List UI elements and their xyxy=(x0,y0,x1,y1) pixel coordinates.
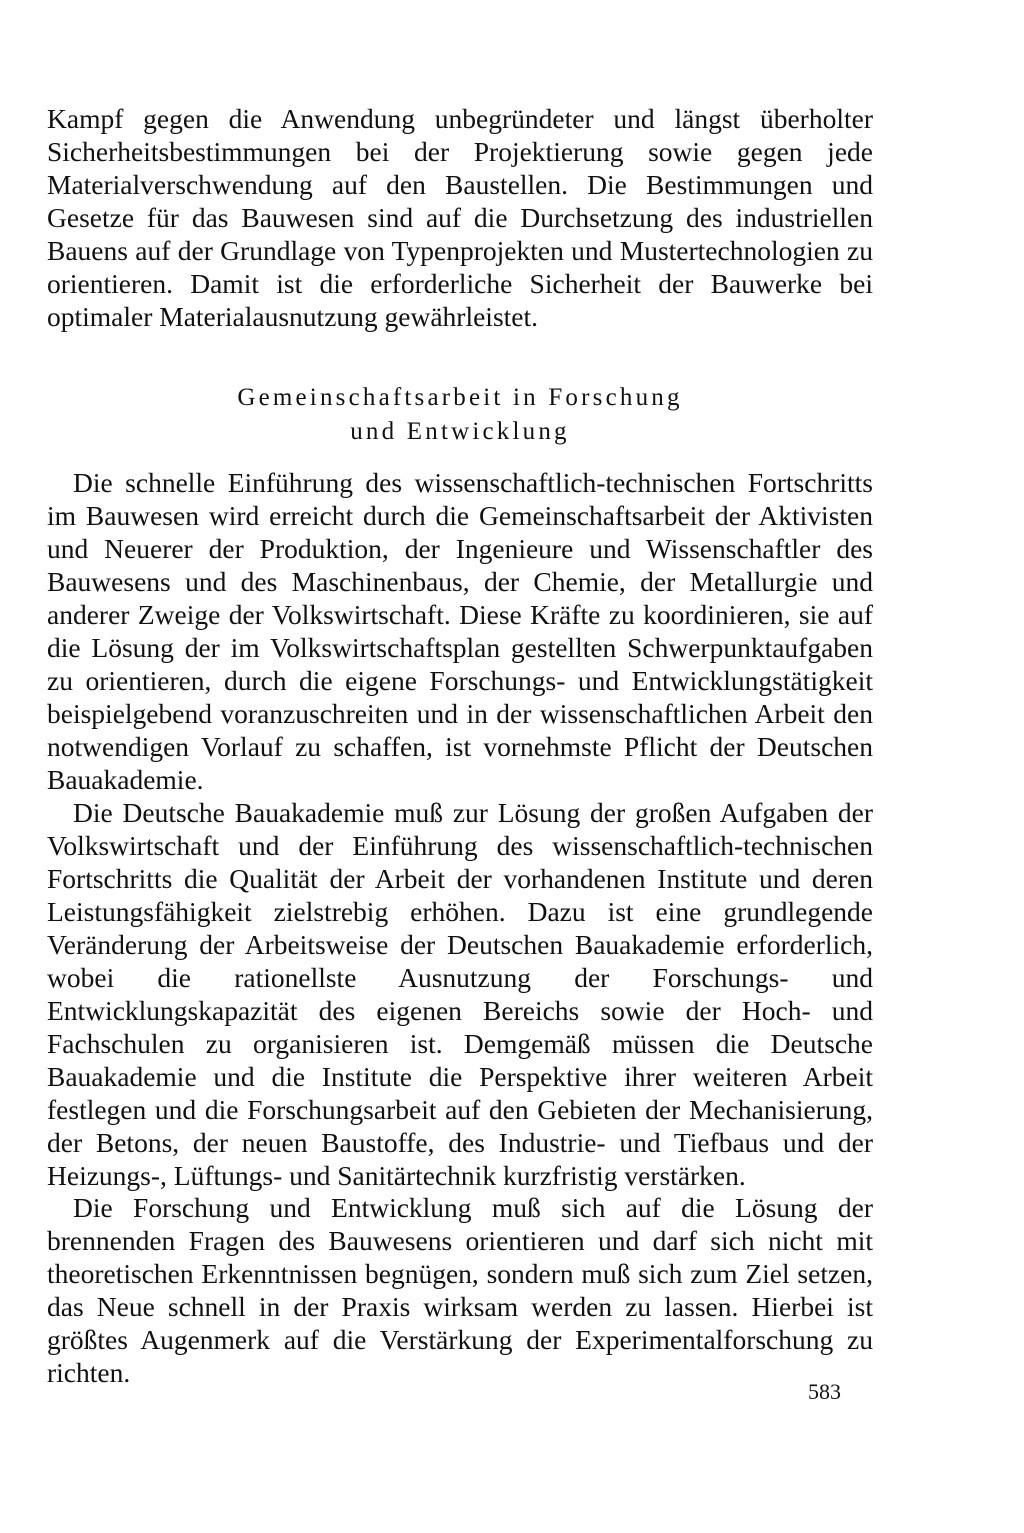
paragraph-bauakademie-tasks: Die Deutsche Bauakademie muß zur Lösung der großen Aufgaben der Volkswirtschaft und der Einführung des wissenschaftlich-technischen Fortschritts die Qualität der Arbeit der vorhandenen Institute und deren Leistungsfähigkeit zielstrebig erhöhen. Dazu ist eine grundlegende Veränderung der Arbeitsweise der Deutschen Bauakademie erforderlich, wobei die rationellste Ausnutzung der Forschungs- und Entwicklungskapazität des eigenen Bereichs sowie der Hoch- und Fachschulen zu organisieren ist. Demgemäß müssen die Deutsche Bauakademie und die Institute die Perspektive ihrer weiteren Arbeit festlegen und die Forschungsarbeit auf den Gebieten der Mechanisierung, der Betons, der neuen Baustoffe, des Industrie- und Tiefbaus und der Heizungs-, Lüftungs- und Sanitärtechnik kurzfristig verstärken. xyxy=(47,797,873,1191)
section-heading-line-1: Gemeinschaftsarbeit in Forschung xyxy=(237,384,683,411)
page-number: 583 xyxy=(808,1379,841,1404)
paragraph-security-regulations: Kampf gegen die Anwendung unbegründeter und längst überholter Sicherheitsbestimmungen bei der Projektierung sowie gegen jede Materialverschwendung auf den Baustellen. Die Bestimmungen und Gesetze für das Bauwesen sind auf die Durchsetzung des industriellen Bauens auf der Grundlage von Typenprojekten und Mustertechnologien zu orientieren. Damit ist die erforderliche Sicherheit der Bauwerke bei optimaler Materialausnutzung gewährleistet. xyxy=(47,103,873,332)
section-heading xyxy=(47,381,873,449)
section-heading-line-2: und Entwicklung xyxy=(350,418,570,445)
paragraph-research-focus: Die Forschung und Entwicklung muß sich auf die Lösung der brennenden Fragen des Bauwesens orientieren und darf sich nicht mit theoretischen Erkenntnissen begnügen, sondern muß sich zum Ziel setzen, das Neue schnell in der Praxis wirksam werden zu lassen. Hierbei ist größtes Augenmerk auf die Verstärkung der Experimentalforschung zu richten. xyxy=(47,1192,873,1388)
paragraph-research-cooperation: Die schnelle Einführung des wissenschaftlich-technischen Fortschritts im Bauwesen wird erreicht durch die Gemeinschaftsarbeit der Aktivisten und Neuerer der Produktion, der Ingenieure und Wissenschaftler des Bauwesens und des Maschinenbaus, der Chemie, der Metallurgie und anderer Zweige der Volkswirtschaft. Diese Kräfte zu koordinieren, sie auf die Lösung der im Volkswirtschaftsplan gestellten Schwerpunktaufgaben zu orientieren, durch die eigene Forschungs- und Entwicklungstätigkeit beispielgebend voranzuschreiten und in der wissenschaftlichen Arbeit den notwendigen Vorlauf zu schaffen, ist vornehmste Pflicht der Deutschen Bauakademie. xyxy=(47,467,873,795)
